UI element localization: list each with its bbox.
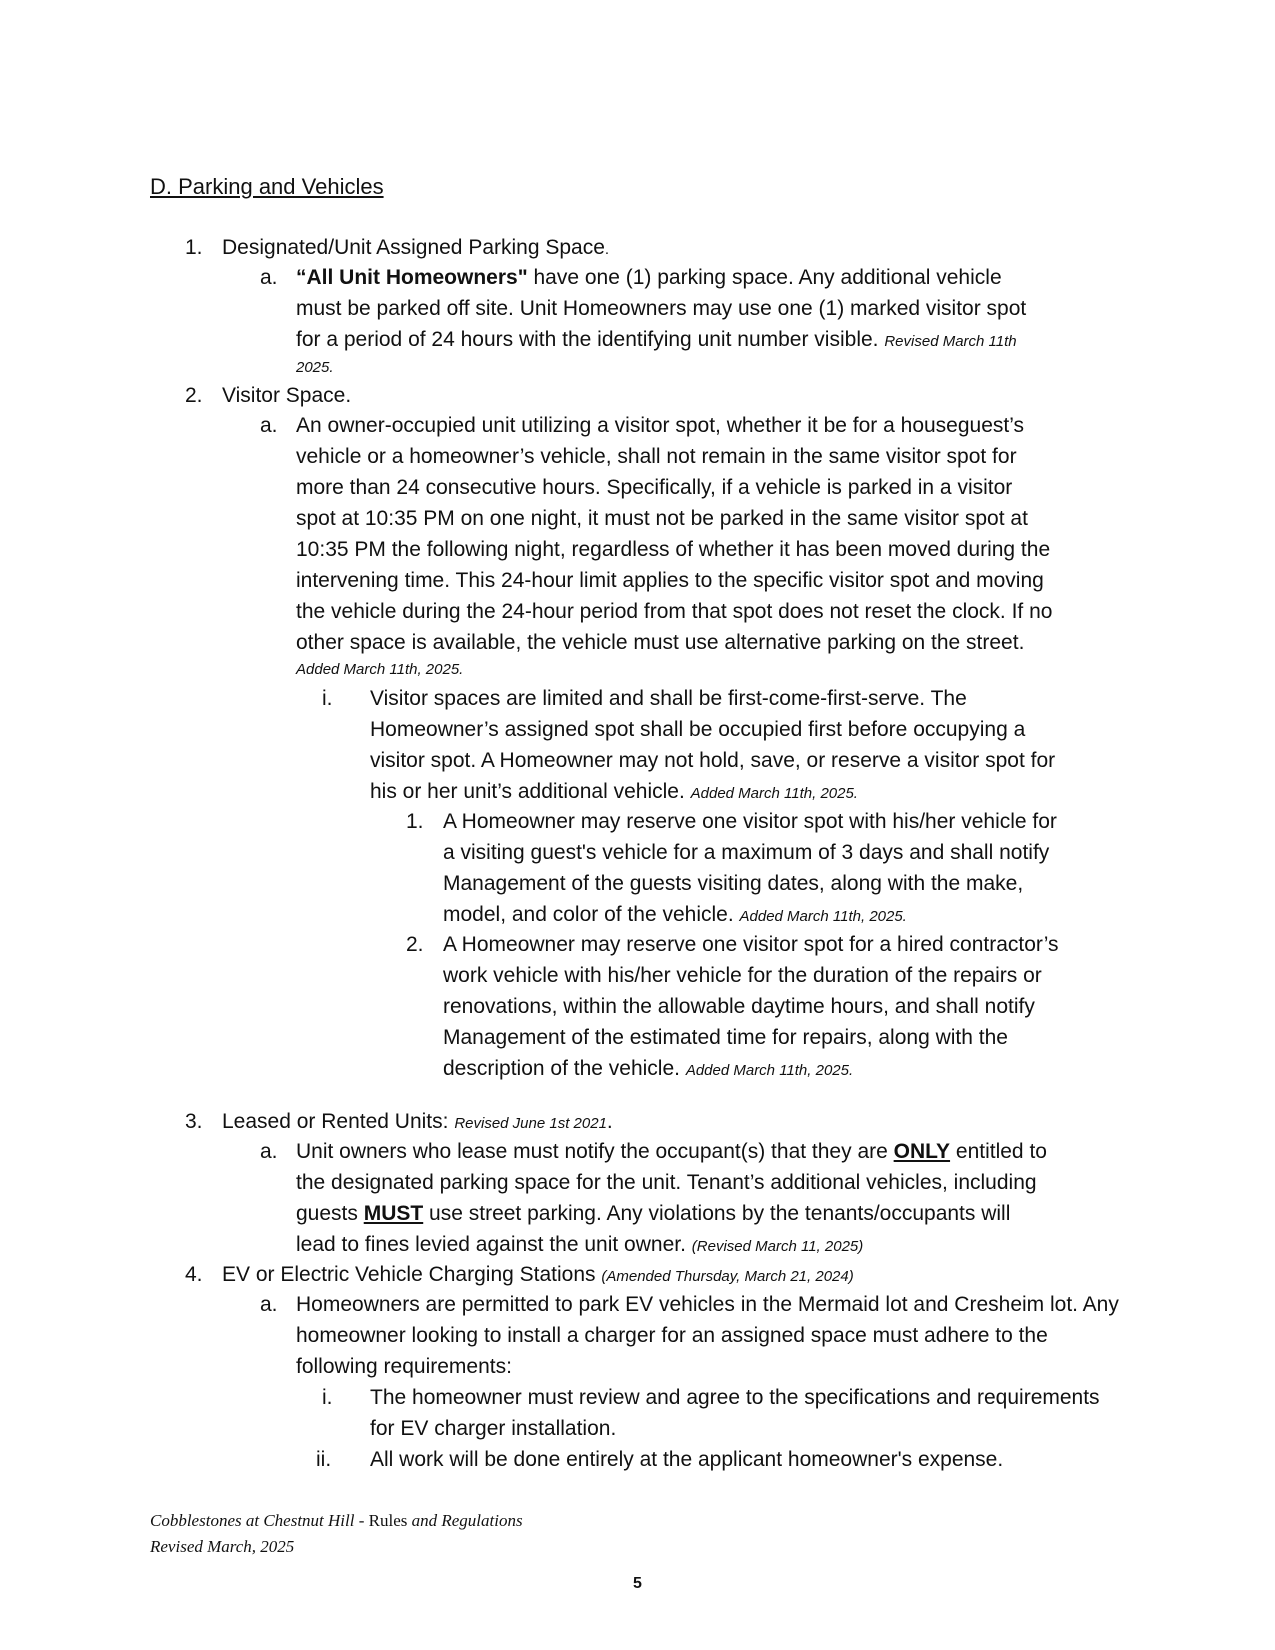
section-title: D. Parking and Vehicles bbox=[150, 174, 384, 199]
item-4a-text: Homeowners are permitted to park EV vehicles in the Mermaid lot and Cresheim lot. Any homeowner looking to install a charger for an assigned space must adhere to the following requirements: bbox=[296, 1293, 1119, 1378]
item-2-number: 2. bbox=[185, 384, 203, 407]
item-4ai-text: The homeowner must review and agree to the specifications and requirements for EV charger installation. bbox=[370, 1386, 1100, 1440]
item-2ai-1-label: 1. bbox=[406, 810, 424, 833]
item-3-title: Leased or Rented Units: Revised June 1st 2021. bbox=[222, 1110, 613, 1133]
item-1a-text: “All Unit Homeowners" have one (1) parking space. Any additional vehicle must be parked off site. Unit Homeowners may use one (1) marked visitor spot for a period of 24 hours with the identifying unit number visible. Revised March 11th 2025. bbox=[296, 266, 1027, 376]
item-4aii-label: ii. bbox=[316, 1448, 332, 1471]
revision-note: (Amended Thursday, March 21, 2024) bbox=[601, 1268, 854, 1285]
item-2a-text: An owner-occupied unit utilizing a visitor spot, whether it be for a houseguest’s vehicle or a homeowner’s vehicle, shall not remain in the same visitor spot for more than 24 consecutive hours. Specifically, if a vehicle is parked in a visitor spot at 10:35 PM on one night, it must not be parked in the same visitor spot at 10:35 PM the following night, regardless of whether it has been moved during the intervening time. This 24-hour limit applies to the specific visitor spot and moving the vehicle during the 24-hour period from that spot does not reset the clock. If no other space is available, the vehicle must use alternative parking on the street. Added March 11th, 2025. bbox=[296, 410, 1156, 682]
item-3a-label: a. bbox=[260, 1140, 278, 1163]
item-3a-text: Unit owners who lease must notify the occupant(s) that they are ONLY entitled to the designated parking space for the unit. Tenant’s additional vehicles, including guests MUST use street parking. Any violations by the tenants/occupants will lead to fines levied against the unit owner. (Revised March 11, 2025) bbox=[296, 1140, 1047, 1256]
revision-note: (Revised March 11, 2025) bbox=[691, 1238, 864, 1255]
revision-note: Added March 11th, 2025. bbox=[296, 661, 464, 678]
item-2a-label: a. bbox=[260, 414, 278, 437]
item-4aii-text: All work will be done entirely at the applicant homeowner's expense. bbox=[370, 1448, 1004, 1471]
item-1-title: Designated/Unit Assigned Parking Space. bbox=[222, 236, 610, 259]
revision-note: Revised June 1st 2021 bbox=[454, 1115, 607, 1132]
revision-note: Added March 11th, 2025. bbox=[685, 1062, 854, 1079]
item-1a-label: a. bbox=[260, 266, 278, 289]
item-1-number: 1. bbox=[185, 236, 203, 259]
revision-note: Revised March 11th bbox=[884, 333, 1017, 350]
item-4-title: EV or Electric Vehicle Charging Stations (Amended Thursday, March 21, 2024) bbox=[222, 1263, 854, 1286]
item-2ai-2-label: 2. bbox=[406, 933, 424, 956]
item-2ai-label: i. bbox=[322, 687, 333, 710]
revision-note: Added March 11th, 2025. bbox=[690, 785, 858, 802]
page-footer: Cobblestones at Chestnut Hill - Rules and Regulations Revised March, 2025 bbox=[150, 1511, 523, 1556]
page-number: 5 bbox=[633, 1575, 642, 1592]
item-4a-label: a. bbox=[260, 1293, 278, 1316]
item-2ai-1-text: A Homeowner may reserve one visitor spot with his/her vehicle for a visiting guest's vehicle for a maximum of 3 days and shall notify Management of the guests visiting dates, along with the make, model, and color of the vehicle. Added March 11th, 2025. bbox=[443, 810, 1057, 926]
item-4ai-label: i. bbox=[322, 1386, 333, 1409]
item-4-number: 4. bbox=[185, 1263, 203, 1286]
revision-note: Added March 11th, 2025. bbox=[739, 908, 907, 925]
item-2ai-2-text: A Homeowner may reserve one visitor spot for a hired contractor’s work vehicle with his/her vehicle for the duration of the repairs or renovations, within the allowable daytime hours, and shall notify Management of the estimated time for repairs, along with the description of the vehicle. Added March 11th, 2025. bbox=[443, 933, 1059, 1080]
item-2ai-text: Visitor spaces are limited and shall be first-come-first-serve. The Homeowner’s assigned spot shall be occupied first before occupying a visitor spot. A Homeowner may not hold, save, or reserve a visitor spot for his or her unit’s additional vehicle. Added March 11th, 2025. bbox=[370, 687, 1056, 803]
item-2-title: Visitor Space. bbox=[222, 384, 352, 407]
item-3-number: 3. bbox=[185, 1110, 203, 1133]
